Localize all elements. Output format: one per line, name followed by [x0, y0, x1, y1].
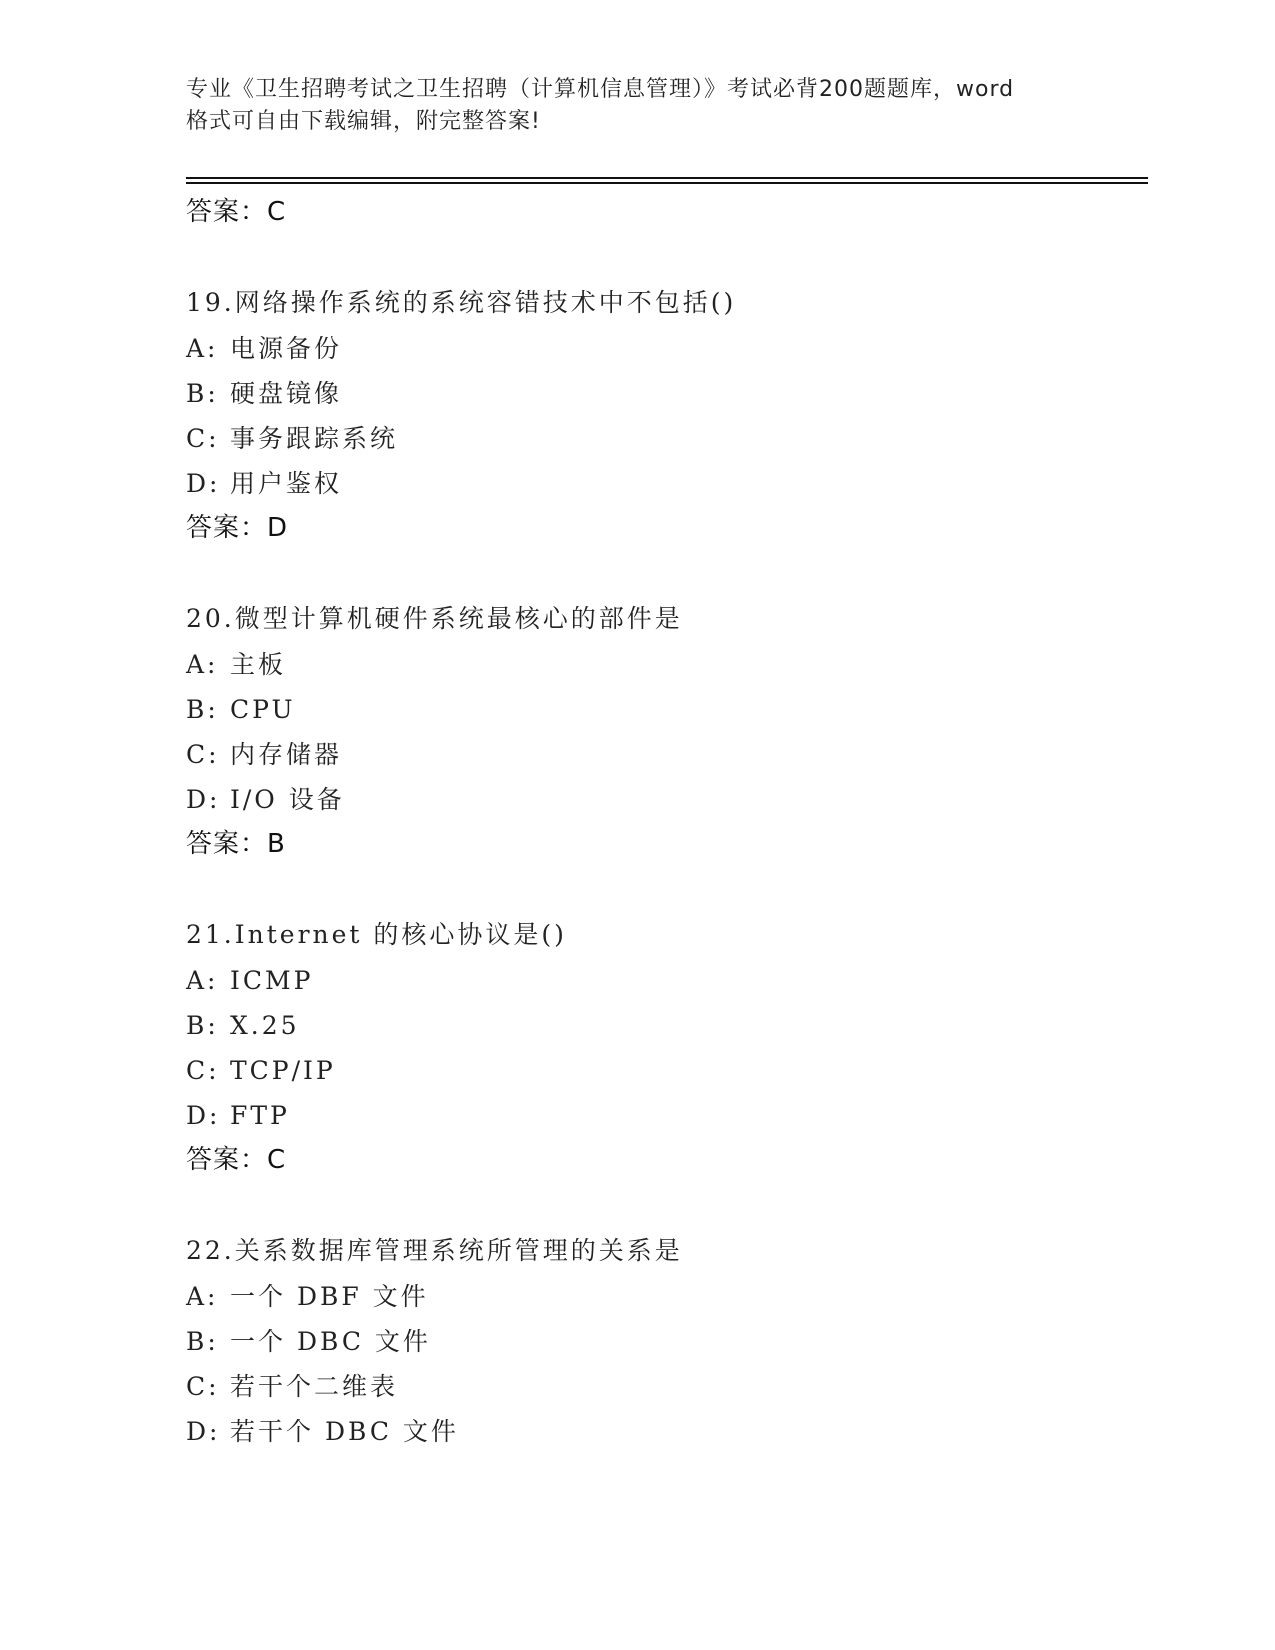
question-list [186, 190, 1146, 1454]
option-letter: B: [186, 1327, 219, 1356]
answer-text: 答案：D [186, 513, 289, 543]
option-text: 若干个 DBC 文件 [230, 1417, 459, 1446]
option-letter: D: [186, 1101, 221, 1130]
answer-previous: 答案：C [186, 197, 287, 227]
answer-text: 答案：B [186, 829, 286, 859]
option-text: 事务跟踪系统 [230, 424, 399, 453]
option-letter: A: [186, 966, 219, 995]
question-text: 20.微型计算机硬件系统最核心的部件是 [186, 604, 683, 633]
question-block [186, 912, 1146, 1182]
option-letter: D: [186, 469, 221, 498]
option-text: 一个 DBC 文件 [230, 1327, 431, 1356]
answer-text: 答案：C [186, 1145, 287, 1175]
option-text: 若干个二维表 [230, 1372, 399, 1401]
option-letter: B: [186, 379, 219, 408]
question-text: 22.关系数据库管理系统所管理的关系是 [186, 1236, 683, 1265]
option-letter: C: [186, 1372, 220, 1401]
option-letter: B: [186, 695, 219, 724]
option-a [186, 958, 1146, 1003]
option-letter: A: [186, 650, 219, 679]
option-b [186, 371, 1146, 416]
header-line-2: 格式可自由下载编辑，附完整答案! [186, 109, 541, 134]
option-c [186, 416, 1146, 461]
option-text: CPU [230, 695, 296, 724]
option-a [186, 1274, 1146, 1319]
option-d [186, 1093, 1146, 1138]
option-letter: A: [186, 1282, 219, 1311]
option-letter: A: [186, 334, 219, 363]
option-text: 主板 [230, 650, 287, 679]
document-header [186, 74, 1086, 138]
option-d [186, 777, 1146, 822]
question-text: 19.网络操作系统的系统容错技术中不包括() [186, 288, 737, 317]
option-text: TCP/IP [230, 1056, 336, 1085]
option-text: I/O 设备 [230, 785, 345, 814]
option-c [186, 732, 1146, 777]
option-text: 一个 DBF 文件 [230, 1282, 429, 1311]
option-letter: C: [186, 1056, 220, 1085]
option-a [186, 326, 1146, 371]
option-text: FTP [230, 1101, 290, 1130]
header-line-1: 专业《卫生招聘考试之卫生招聘（计算机信息管理）》考试必背200题题库，word [186, 77, 1015, 102]
header-divider-top [186, 177, 1148, 179]
header-divider-bottom [186, 182, 1148, 184]
option-letter: D: [186, 1417, 221, 1446]
option-text: 内存储器 [230, 740, 343, 769]
option-letter: C: [186, 424, 220, 453]
option-a [186, 642, 1146, 687]
option-text: 硬盘镜像 [230, 379, 343, 408]
option-b [186, 1319, 1146, 1364]
option-letter: C: [186, 740, 220, 769]
question-block [186, 1228, 1146, 1454]
option-b [186, 687, 1146, 732]
option-d [186, 461, 1146, 506]
question-block [186, 596, 1146, 866]
option-text: 电源备份 [230, 334, 343, 363]
option-c [186, 1048, 1146, 1093]
option-d [186, 1409, 1146, 1454]
option-letter: B: [186, 1011, 219, 1040]
question-block [186, 280, 1146, 550]
option-letter: D: [186, 785, 221, 814]
option-text: ICMP [230, 966, 314, 995]
option-b [186, 1003, 1146, 1048]
option-text: X.25 [230, 1011, 300, 1040]
option-c [186, 1364, 1146, 1409]
option-text: 用户鉴权 [230, 469, 343, 498]
question-text: 21.Internet 的核心协议是() [186, 920, 567, 949]
